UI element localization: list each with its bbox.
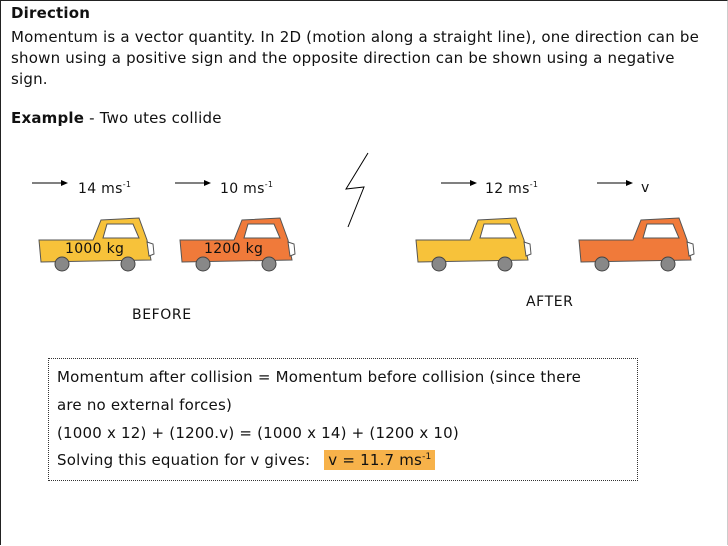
- velocity-arrow-icon: [32, 178, 68, 188]
- car1-before-speed: 14 $ms^{-1}$: [78, 180, 132, 197]
- car2-mass-label: 1200 kg: [204, 241, 264, 257]
- car2-after-speed: v: [641, 180, 650, 196]
- collision-icon: [338, 151, 378, 231]
- velocity-arrow-icon: [597, 178, 633, 188]
- example-text: - Two utes collide: [84, 109, 222, 127]
- velocity-arrow-icon: [441, 178, 477, 188]
- equation-line-3: (1000 x 12) + (1200.v) = (1000 x 14) + (1200 x 10): [57, 424, 459, 442]
- car2-before-speed: 10 $ms^{-1}$: [220, 180, 274, 197]
- car-orange-icon: [575, 214, 705, 276]
- slide-title: Direction: [11, 4, 91, 22]
- equation-solve-text: Solving this equation for v gives:: [57, 451, 311, 469]
- result-highlight: v = 11.7 $ms^{-1}$: [324, 450, 435, 470]
- car-yellow-icon: [412, 214, 542, 276]
- example-line: [11, 109, 222, 127]
- explanation-paragraph: Momentum is a vector quantity. In 2D (motion along a straight line), one direction can be shown using a positive sign and the opposite direction can be shown using a negative sign.: [11, 28, 700, 88]
- after-label: AFTER: [526, 294, 574, 310]
- car1-after-speed: 12 $ms^{-1}$: [485, 180, 539, 197]
- equation-box: [48, 358, 638, 481]
- before-label: BEFORE: [132, 307, 192, 323]
- equation-line-1: Momentum after collision = Momentum before collision (since there: [57, 368, 582, 386]
- car1-mass-label: 1000 kg: [65, 241, 125, 257]
- example-label: Example: [11, 109, 85, 127]
- equation-line-4: [57, 450, 435, 470]
- velocity-arrow-icon: [175, 178, 211, 188]
- equation-line-2: are no external forces): [57, 396, 233, 414]
